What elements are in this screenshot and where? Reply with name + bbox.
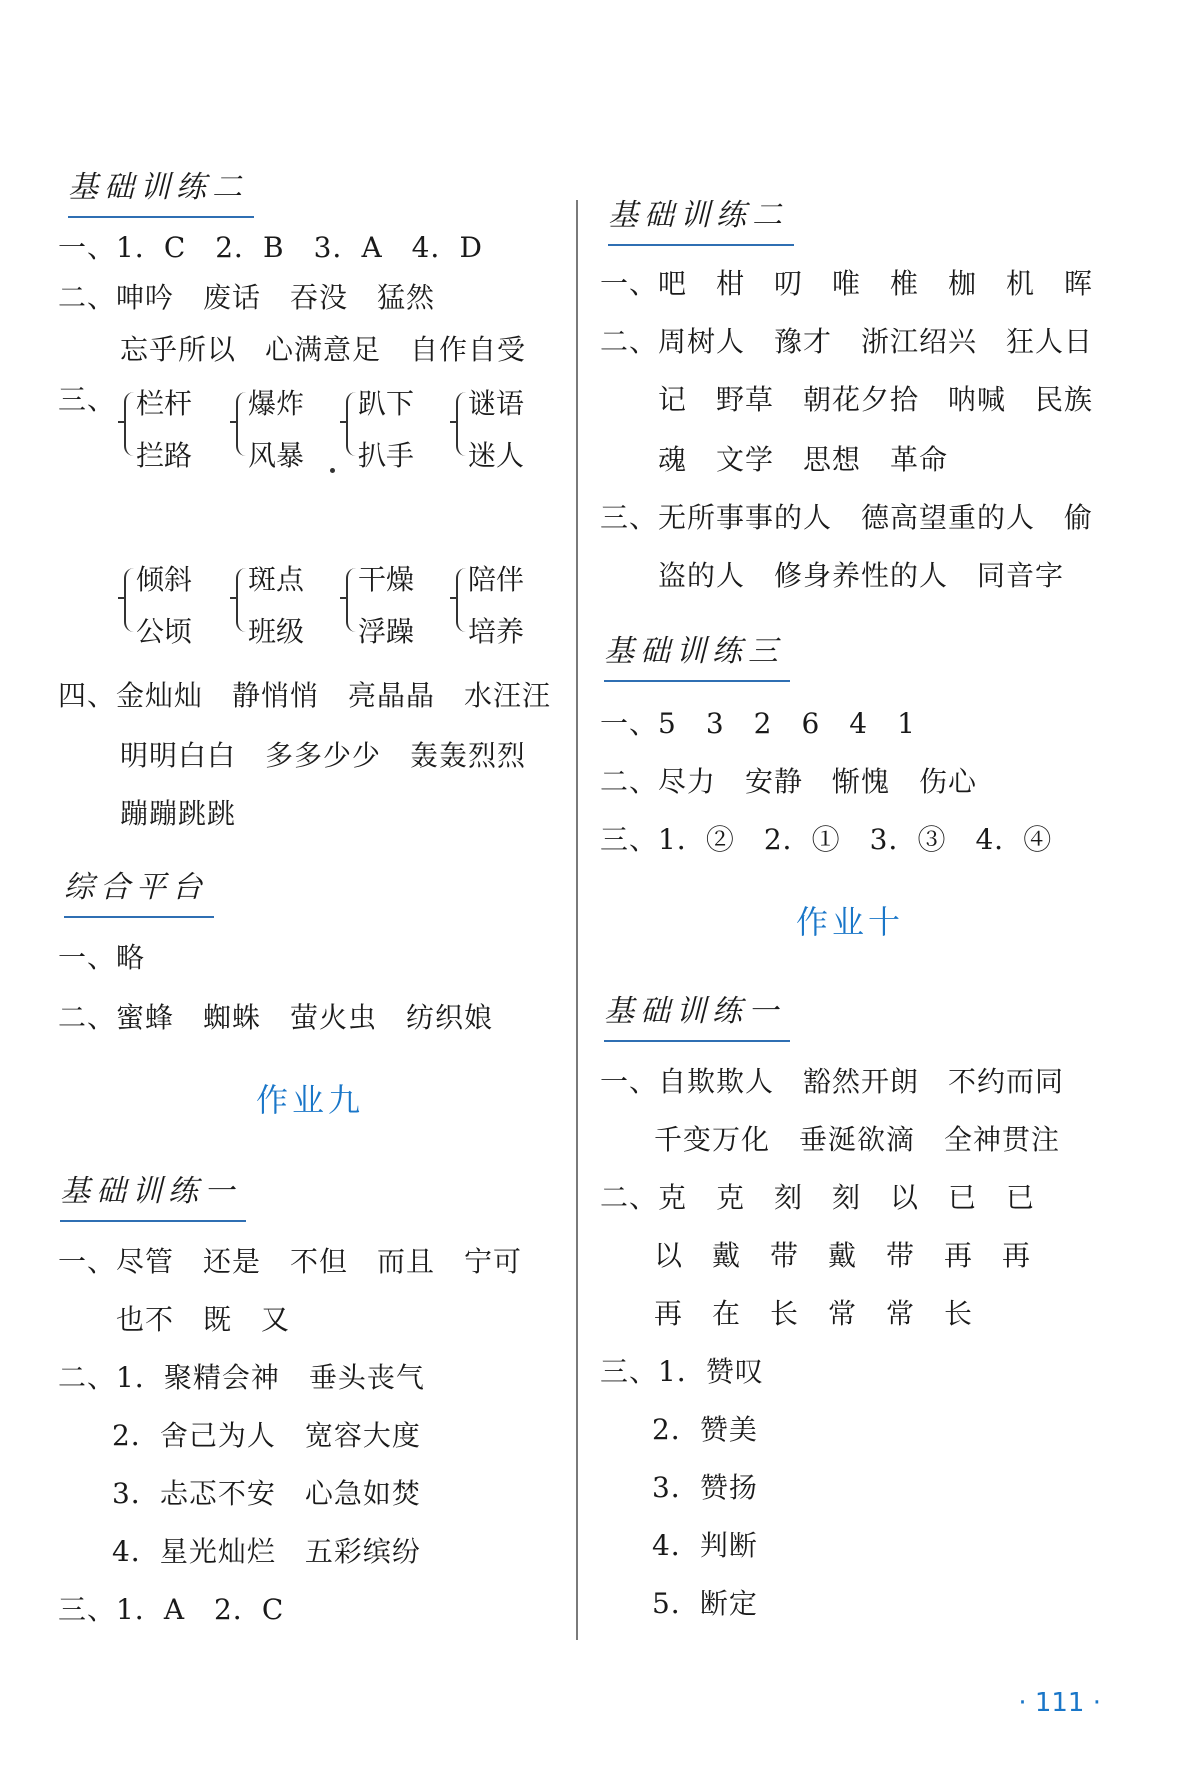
left-line-9: 一、尽管 还是 不但 而且 宁可 — [58, 1245, 523, 1278]
left-heading-basic-training-2: 基础训练二 — [68, 168, 248, 208]
right-heading-basic-training-1: 基础训练一 — [604, 992, 784, 1032]
assignment-9-title: 作业九 — [256, 1081, 365, 1119]
left-line-12: 2．舍己为人 宽容大度 — [112, 1419, 421, 1452]
pair-bottom: 拦路 — [136, 439, 193, 472]
pair-top: 斑点 — [248, 563, 305, 596]
pair-bottom: 扒手 — [358, 439, 415, 472]
brace — [346, 568, 358, 632]
right-line-6: 盗的人 修身养性的人 同音字 — [658, 559, 1065, 592]
right-line-3: 记 野草 朝花夕拾 呐喊 民族 — [658, 383, 1094, 416]
brace — [124, 392, 136, 456]
right-line-14: 再 在 长 常 常 长 — [654, 1297, 974, 1330]
pair-bottom: 浮躁 — [358, 615, 415, 648]
brace — [456, 392, 468, 456]
right-line-5: 三、无所事事的人 德高望重的人 偷 — [600, 501, 1094, 534]
brace — [236, 568, 248, 632]
right-line-9: 三、1．② 2．① 3．③ 4．④ — [600, 823, 1053, 856]
left-line-3: 忘乎所以 心满意足 自作自受 — [120, 333, 527, 366]
right-line-13: 以 戴 带 戴 带 再 再 — [654, 1239, 1032, 1272]
right-heading-basic-training-2: 基础训练二 — [608, 196, 788, 236]
brace — [346, 392, 358, 456]
pair-top: 栏杆 — [136, 387, 193, 420]
pair-bottom: 培养 — [468, 615, 525, 648]
right-line-10: 一、自欺欺人 豁然开朗 不约而同 — [600, 1065, 1065, 1098]
left-line-2: 二、呻吟 废话 吞没 猛然 — [58, 281, 436, 314]
pair-bottom: 公顷 — [136, 615, 193, 648]
right-line-7: 一、5 3 2 6 4 1 — [600, 707, 916, 740]
pair-top: 谜语 — [468, 387, 525, 420]
pair-top: 干燥 — [358, 563, 415, 596]
left-section-3-label: 三、 — [58, 383, 117, 416]
right-line-4: 魂 文学 思想 革命 — [658, 443, 949, 476]
pair-bottom: 风暴 — [248, 439, 305, 472]
left-line-14: 4．星光灿烂 五彩缤纷 — [112, 1535, 421, 1568]
left-line-6: 蹦蹦跳跳 — [120, 797, 237, 830]
left-line-10: 也不 既 又 — [116, 1303, 291, 1336]
left-line-7: 一、略 — [58, 941, 146, 974]
right-line-8: 二、尽力 安静 惭愧 伤心 — [600, 765, 978, 798]
pair-top: 陪伴 — [468, 563, 525, 596]
pair-bottom: 班级 — [248, 615, 305, 648]
assignment-10-title: 作业十 — [796, 903, 905, 941]
brace — [236, 392, 248, 456]
right-line-19: 5．断定 — [652, 1587, 758, 1620]
right-line-1: 一、吧 柑 叨 唯 椎 枷 机 晖 — [600, 267, 1094, 300]
left-line-13: 3．忐忑不安 心急如焚 — [112, 1477, 421, 1510]
left-heading-comprehensive: 综合平台 — [64, 868, 208, 908]
right-line-15: 三、1．赞叹 — [600, 1355, 764, 1388]
right-line-2: 二、周树人 豫才 浙江绍兴 狂人日 — [600, 325, 1094, 358]
column-divider — [576, 200, 578, 1640]
left-heading-basic-training-1: 基础训练一 — [60, 1172, 240, 1212]
left-line-15: 三、1．A 2．C — [58, 1593, 285, 1626]
right-line-18: 4．判断 — [652, 1529, 758, 1562]
brace — [456, 568, 468, 632]
left-line-4: 四、金灿灿 静悄悄 亮晶晶 水汪汪 — [58, 679, 552, 712]
brace — [124, 568, 136, 632]
pair-top: 倾斜 — [136, 563, 193, 596]
pair-top: 爆炸 — [248, 387, 305, 420]
right-line-11: 千变万化 垂涎欲滴 全神贯注 — [654, 1123, 1061, 1156]
right-line-17: 3．赞扬 — [652, 1471, 758, 1504]
left-line-5: 明明白白 多多少少 轰轰烈烈 — [120, 739, 527, 772]
pair-top: 趴下 — [358, 387, 415, 420]
right-heading-basic-training-3: 基础训练三 — [604, 632, 784, 672]
right-line-12: 二、克 克 刻 刻 以 已 已 — [600, 1181, 1036, 1214]
page-number: · 111 · — [1018, 1688, 1101, 1718]
left-line-11: 二、1．聚精会神 垂头丧气 — [58, 1361, 425, 1394]
dot-mark — [330, 468, 335, 473]
left-line-8: 二、蜜蜂 蜘蛛 萤火虫 纺织娘 — [58, 1001, 494, 1034]
pair-bottom: 迷人 — [468, 439, 525, 472]
left-line-1: 一、1．C 2．B 3．A 4．D — [58, 231, 483, 264]
right-line-16: 2．赞美 — [652, 1413, 758, 1446]
